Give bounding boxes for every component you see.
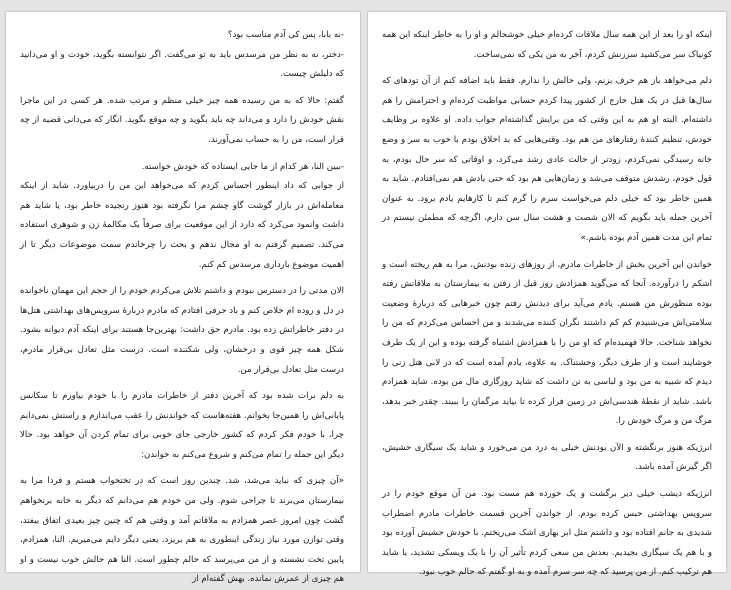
right-page-paragraph: انرژیکه دیشب خیلی دیر برگشت و یک خورده هم مست بود. من آن موقع خودم را در سرویس بهداشتی حبس کرده بودم. از خواندن آخرین قسمت خاطرات مادرم اضطراب شدیدی به جانم افتاده بود و داشتم مثل ابر بهاری اشک می‌ریختم. با خودش حشیش آورده بود و با هم یک سیگاری بجیدیم. بعدش من سعی کردم تأثیر آن را با یک ویسکی تشدید، یا شاید هم ترکیب کنم. از من پرسید که چه سر سرم آمده و به او گفتم که حالم خوب نبود. (382, 489, 712, 578)
left-page-paragraph: به دلم برات شده بود که آخرین دفتر از خاطرات مادرم را با خودم بیاورم تا سکانس پایانی‌اش را همین‌جا بخوانم. هفته‌هاست که خواندنش را عقب می‌اندازم و راستش نمی‌دانم چرا، با خودم فکر کردم که کشور خارجی جای خوبی برای تمام کردن آن خواهد بود. حالا دیگر این جمله را تمام می‌کنم و شروع می‌کنم به خواندن: (20, 391, 344, 460)
left-page-paragraph: گفتم: حالا که به من رسیده همه چیز خیلی منظم و مرتب شده. هر کسی در این ماجرا نقش خودش را دارد و می‌داند چه باید بگوید و چه موقع بگوید. انگار که می‌دانی قضیه از چه قرار است، من را به حساب نمی‌آورند. (20, 95, 344, 145)
right-page-paragraph: دلم می‌خواهد باز هم حرف بزنم، ولی حالش را ندارم. فقط باید اضافه کنم از آن تودهای که سال‌ها قبل در یک هتل خارج از کشور پیدا کردم حسابی مواظبت کرده‌ام و احترامش را هم داشته‌ام. البته او هم به این وقتی که من برایش گذاشته‌ام جواب داده. او علاوه بر وظایف خودش، تنظیم کنندهٔ رفتارهای من هم بود. وقتی‌هایی که بد اخلاق بودم با خوب به سر و وضع خانه رسیدگی نمی‌کردم، زودتر از حالت عادی رشد می‌کرد، و اوقاتی که سر حال بودم، به قول خودم، رشدش متوقف می‌شد و زمان‌هایی هم بود که حتی یادش هم نمی‌افتادم. شاید به همین خاطر بود که خیلی دلم می‌خواست سرم را گرم کنم تا کارهایم یادم برود. به عنوان آخرین جمله باید بگویم که الان شصت و هشت سال سن دارم، اگرچه که مطمئن نیستم در تمام این مدت همین آدم بوده باشم.» (382, 76, 712, 243)
right-page (368, 12, 726, 578)
left-page-paragraph: الان مدتی را در دسترس نبودم و داشتم تلاش می‌کردم خودم را از حجم این مهمان ناخوانده در دل و روده ام خلاص کنم و باد حرفی افتادم که مادرم دربارهٔ سرویس‌های بهداشتی هتل‌ها در دفتر خاطراتش زده بود. مادرم حق داشت: بهترین‌جا هستند برای اینکه آدم دیوانه بشود. شکل همه چیز قوی و درخشان، ولی شکننده است. درست مثل تعادل بی‌قرار مادرم، درست مثل تعادل بی‌قرار من. (20, 286, 344, 375)
right-page-paragraph: اینکه او را بعد از این همه سال ملاقات کرده‌ام خیلی خوشحالم و او را به خاطر اینکه این همه کونیاک سر می‌کشید سرزنش کردم، آخر به من یکی که نمی‌ساخت. (382, 30, 712, 60)
left-page (6, 12, 360, 585)
right-page-paragraph: خواندن این آخرین بخش از خاطرات مادرم، از روزهای زنده بودنش، مرا به هم ریخته است و اشکم را درآورده. آنجا که می‌گوید همزادش روز قبل از رفتن به بیمارستان به ملاقاتش رفته بوده منظورش من هستم. یادم می‌آید برای دیدنش رفتم چون خبرهایی که دربارهٔ وضعیت سلامتی‌اش می‌شنیدم کم کم داشتند نگران کننده می‌شدند و من احساس می‌کردم که من را نخواهد شناخت. حالا فهمیده‌ام که او من را با همزادش اشتباه گرفته بوده و این از یک طرف خوشایند است و از طرف دیگر، وحشتناک. به علاوه، یادم آمده است که در لابی هتل زنی را دیدم که شبیه به من بود و لباسی به تن داشت که شاید روزگاری مال من بوده. شاید همزادم باشد. شاید از نقطهٔ هندسی‌اش در زمین فرار کرده تا بیاید مرگمان را ببیند. چقدر خبر بدهد، مرگ من و مرگ خودش را. (382, 259, 712, 427)
left-page-paragraph: «آن چیزی که نباید می‌شد، شد. چندین روز است که در تختخواب هستم و فردا مرا به بیمارستان می‌برند تا جراحی شوم. ولی من خودم هم می‌دانم که دیگر به خانه برنخواهم گشت چون امروز عصر همزادم به ملاقاتم آمد و وقتی هم که چنین چیز بعیدی اتفاق بیفتد، وقتی توازن مورد نیاز زندگی اینطوری به هم بریزد، یعنی دیگر دایم می‌میریم. النا، همزادم، پایین تخت نشسته و از من می‌پرسد که حالم چطور است. النا هم حالش خوب نیست و او هم چیزی از عمرش نمانده. بهش گفته‌ام از (20, 476, 344, 585)
left-page-paragraph: -دختر، نه به نظر من مرسدس باید به تو می‌گفت. اگر نتوانسته بگوید، خودت و او می‌دانید که دلیلش چیست. (20, 49, 344, 80)
right-page-paragraph: انرژیکه هنوز برنگشته و الآن بودنش خیلی به درد من می‌خورد و شاید یک سیگاری حشیش، اگر گیرش آمده باشد. (382, 442, 712, 473)
left-page-paragraph: از جوابی که داد اینطور احساس کردم که می‌خواهد این من را دربیاورد. شاید از اینکه معامله‌اش در بازار گوشت گاو چشم مرا نگرفته بود هنوز رنجیده خاطر بود، یا شاید هم داشت وانمود می‌کرد که دارد از این موقعیت برای صرفاً یک مکالمهٔ زن و شوهری استفاده می‌کند. تصمیم گرفتم به او مجال ندهم و بحث را چرخاندم سمت موضوعات دیگر تا از اهمیت موضوع بارداری مرسدس کم کنم. (20, 181, 344, 270)
left-page-paragraph: -نه بابا، پس کی آدم مناسب بود؟ (227, 30, 344, 40)
left-page-paragraph: -ببین النا، هر کدام از ما جایی ایستاده که خودش خواسته. (141, 161, 344, 172)
